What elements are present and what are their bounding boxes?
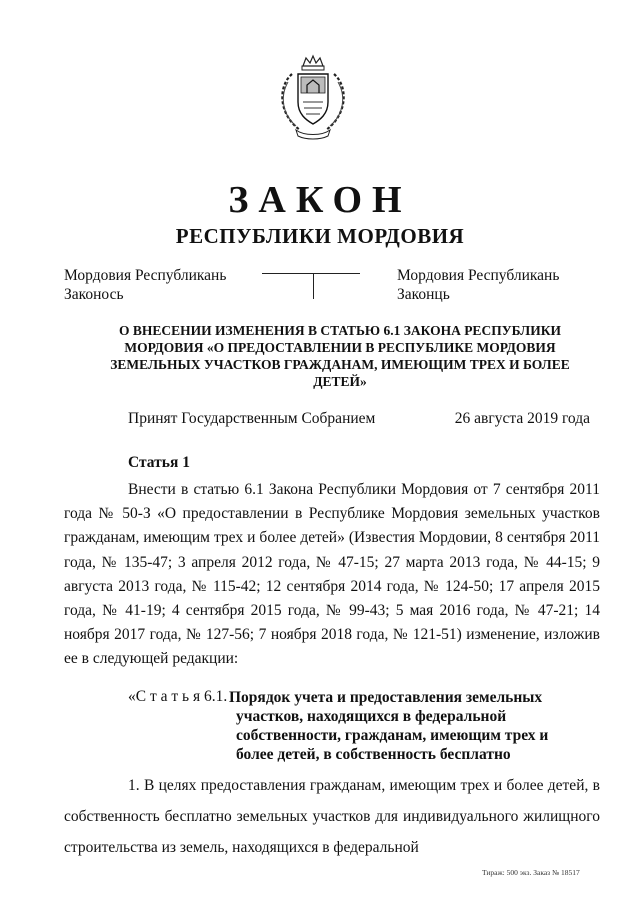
paragraph-1: 1. В целях предоставления гражданам, имеющим трех и более детей, в собственность бесплатно земельных участков для индивидуального жилищного строительства из земель, находящихся в федеральной [64, 777, 600, 856]
adoption-text: Принят Государственным Собранием [128, 410, 376, 427]
left-language-line-1: Мордовия Республикань [64, 267, 227, 284]
print-run-info: Тираж: 500 экз. Заказ № 18517 [482, 868, 580, 877]
law-subtitle: РЕСПУБЛИКИ МОРДОВИЯ [175, 224, 465, 248]
right-language-line-2: Законць [397, 286, 450, 303]
header-divider-horizontal [262, 273, 360, 274]
document-title: О ВНЕСЕНИИ ИЗМЕНЕНИЯ В СТАТЬЮ 6.1 ЗАКОНА РЕСПУБЛИКИ МОРДОВИЯ «О ПРЕДОСТАВЛЕНИИ В РЕСПУБЛИКЕ МОРДОВИЯ ЗЕМЕЛЬНЫХ УЧАСТКОВ ГРАЖДАНАМ, ИМЕЮЩИМ ТРЕХ И БОЛЕЕ ДЕТЕЙ» [110, 323, 570, 389]
law-title: ЗАКОН [228, 179, 412, 221]
article-heading: Статья 1 [128, 454, 190, 471]
right-language-label [397, 266, 559, 304]
header-divider-vertical [313, 273, 314, 299]
left-language-line-2: Законось [64, 286, 124, 303]
left-language-label [64, 266, 226, 304]
right-language-line-1: Мордовия Республикань [397, 267, 560, 284]
adoption-date: 26 августа 2019 года [454, 410, 590, 427]
mordovia-coat-of-arms-icon [270, 52, 356, 140]
quoted-article-title: Порядок учета и предоставления земельных участков, находящихся в федеральной собственности, гражданам, имеющим трех и более детей, в собственность бесплатно [229, 689, 549, 763]
article-body: Внести в статью 6.1 Закона Республики Мордовия от 7 сентября 2011 года № 50-З «О предоставлении в Республике Мордовия земельных участков гражданам, имеющим трех и более детей» (Известия Мордовии, 8 сентября 2011 года, № 135-47; 3 апреля 2012 года, № 47-15; 27 марта 2013 года, № 44-15; 9 августа 2013 года, № 115-42; 12 сентября 2014 года, № 124-50; 17 апреля 2015 года, № 41-19; 4 сентября 2015 года, № 99-43; 5 мая 2016 года, № 47-21; 14 ноября 2017 года, № 127-56; 7 ноября 2018 года, № 121-51) изменение, изложив ее в следующей редакции: [64, 481, 600, 668]
quoted-article-label: «С т а т ь я 6.1. [128, 688, 228, 705]
